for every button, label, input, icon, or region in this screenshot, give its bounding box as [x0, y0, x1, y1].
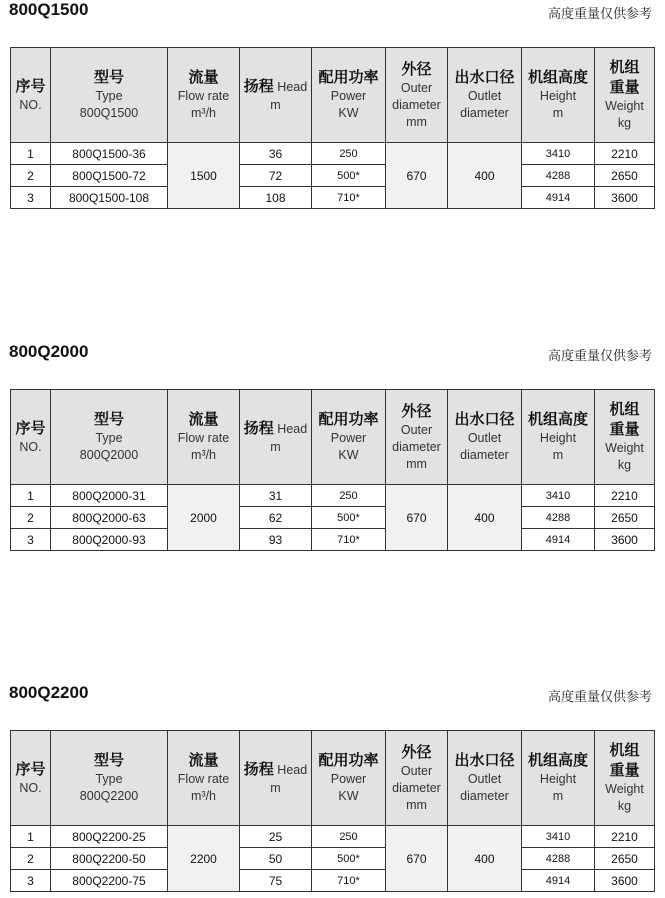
col-no-header: 序号 NO.	[11, 48, 51, 143]
type-cell: 800Q1500-72	[51, 165, 168, 187]
type-cell: 800Q2000-93	[51, 529, 168, 551]
type-cell: 800Q1500-36	[51, 143, 168, 165]
power-cell: 710*	[312, 187, 386, 209]
reference-note: 高度重量仅供参考	[547, 348, 652, 363]
type-cell: 800Q2000-31	[51, 485, 168, 507]
col-height-header: 机组高度 Height m	[522, 731, 595, 826]
row-number-cell: 3	[11, 529, 51, 551]
col-outer-header: 外径 Outer diameter mm	[386, 731, 448, 826]
row-number-cell: 2	[11, 165, 51, 187]
col-head-header: 扬程 Head m	[240, 48, 312, 143]
power-cell: 500*	[312, 507, 386, 529]
reference-note: 高度重量仅供参考	[547, 689, 652, 704]
height-cell: 3410	[522, 826, 595, 848]
head-cell: 25	[240, 826, 312, 848]
reference-note: 高度重量仅供参考	[547, 6, 652, 21]
section-title: 800Q2000	[9, 342, 89, 361]
type-cell: 800Q2200-50	[51, 848, 168, 870]
weight-cell: 3600	[595, 870, 655, 892]
table-row	[11, 507, 655, 529]
table-row	[11, 870, 655, 892]
head-cell: 93	[240, 529, 312, 551]
spec-table	[10, 730, 655, 892]
flow-rate-cell: 1500	[168, 143, 240, 209]
outer-diameter-cell: 670	[386, 485, 448, 551]
col-power-header: 配用功率 Power KW	[312, 731, 386, 826]
table-row	[11, 826, 655, 848]
col-weight-header: 机组 重量 Weight kg	[595, 731, 655, 826]
height-cell: 4914	[522, 870, 595, 892]
col-flow-header: 流量 Flow rate m³/h	[168, 48, 240, 143]
weight-cell: 2650	[595, 165, 655, 187]
type-cell: 800Q2200-75	[51, 870, 168, 892]
outer-diameter-cell: 670	[386, 143, 448, 209]
section-title: 800Q2200	[9, 683, 89, 702]
power-cell: 710*	[312, 870, 386, 892]
col-head-header: 扬程 Head m	[240, 731, 312, 826]
type-cell: 800Q2200-25	[51, 826, 168, 848]
weight-cell: 3600	[595, 529, 655, 551]
flow-rate-cell: 2000	[168, 485, 240, 551]
col-weight-header: 机组 重量 Weight kg	[595, 390, 655, 485]
row-number-cell: 2	[11, 507, 51, 529]
header-row	[11, 48, 655, 143]
height-cell: 4288	[522, 507, 595, 529]
col-no-header: 序号 NO.	[11, 731, 51, 826]
table-row	[11, 529, 655, 551]
col-type-header: 型号 Type 800Q2200	[51, 731, 168, 826]
table-row	[11, 485, 655, 507]
col-height-header: 机组高度 Height m	[522, 48, 595, 143]
weight-cell: 3600	[595, 187, 655, 209]
weight-cell: 2210	[595, 143, 655, 165]
col-power-header: 配用功率 Power KW	[312, 48, 386, 143]
col-head-header: 扬程 Head m	[240, 390, 312, 485]
weight-cell: 2650	[595, 507, 655, 529]
height-cell: 3410	[522, 143, 595, 165]
header-row	[11, 390, 655, 485]
col-outer-header: 外径 Outer diameter mm	[386, 48, 448, 143]
table-row	[11, 143, 655, 165]
flow-rate-cell: 2200	[168, 826, 240, 892]
section-title: 800Q1500	[9, 0, 89, 19]
col-outlet-header: 出水口径 Outlet diameter	[448, 48, 522, 143]
col-power-header: 配用功率 Power KW	[312, 390, 386, 485]
table-row	[11, 848, 655, 870]
outer-diameter-cell: 670	[386, 826, 448, 892]
table-row	[11, 165, 655, 187]
col-type-header: 型号 Type 800Q2000	[51, 390, 168, 485]
outlet-diameter-cell: 400	[448, 485, 522, 551]
head-cell: 50	[240, 848, 312, 870]
power-cell: 500*	[312, 165, 386, 187]
power-cell: 500*	[312, 848, 386, 870]
col-outer-header: 外径 Outer diameter mm	[386, 390, 448, 485]
outlet-diameter-cell: 400	[448, 143, 522, 209]
col-type-header: 型号 Type 800Q1500	[51, 48, 168, 143]
type-cell: 800Q2000-63	[51, 507, 168, 529]
col-outlet-header: 出水口径 Outlet diameter	[448, 390, 522, 485]
height-cell: 4288	[522, 848, 595, 870]
height-cell: 3410	[522, 485, 595, 507]
row-number-cell: 1	[11, 826, 51, 848]
col-height-header: 机组高度 Height m	[522, 390, 595, 485]
head-cell: 36	[240, 143, 312, 165]
power-cell: 710*	[312, 529, 386, 551]
weight-cell: 2650	[595, 848, 655, 870]
head-cell: 72	[240, 165, 312, 187]
col-outlet-header: 出水口径 Outlet diameter	[448, 731, 522, 826]
height-cell: 4914	[522, 529, 595, 551]
row-number-cell: 3	[11, 870, 51, 892]
power-cell: 250	[312, 826, 386, 848]
head-cell: 31	[240, 485, 312, 507]
power-cell: 250	[312, 143, 386, 165]
col-flow-header: 流量 Flow rate m³/h	[168, 390, 240, 485]
weight-cell: 2210	[595, 826, 655, 848]
header-row	[11, 731, 655, 826]
head-cell: 75	[240, 870, 312, 892]
col-flow-header: 流量 Flow rate m³/h	[168, 731, 240, 826]
row-number-cell: 1	[11, 485, 51, 507]
height-cell: 4288	[522, 165, 595, 187]
height-cell: 4914	[522, 187, 595, 209]
head-cell: 108	[240, 187, 312, 209]
row-number-cell: 3	[11, 187, 51, 209]
type-cell: 800Q1500-108	[51, 187, 168, 209]
table-row	[11, 187, 655, 209]
row-number-cell: 1	[11, 143, 51, 165]
row-number-cell: 2	[11, 848, 51, 870]
power-cell: 250	[312, 485, 386, 507]
head-cell: 62	[240, 507, 312, 529]
spec-table	[10, 47, 655, 209]
col-no-header: 序号 NO.	[11, 390, 51, 485]
outlet-diameter-cell: 400	[448, 826, 522, 892]
weight-cell: 2210	[595, 485, 655, 507]
spec-table	[10, 389, 655, 551]
col-weight-header: 机组 重量 Weight kg	[595, 48, 655, 143]
